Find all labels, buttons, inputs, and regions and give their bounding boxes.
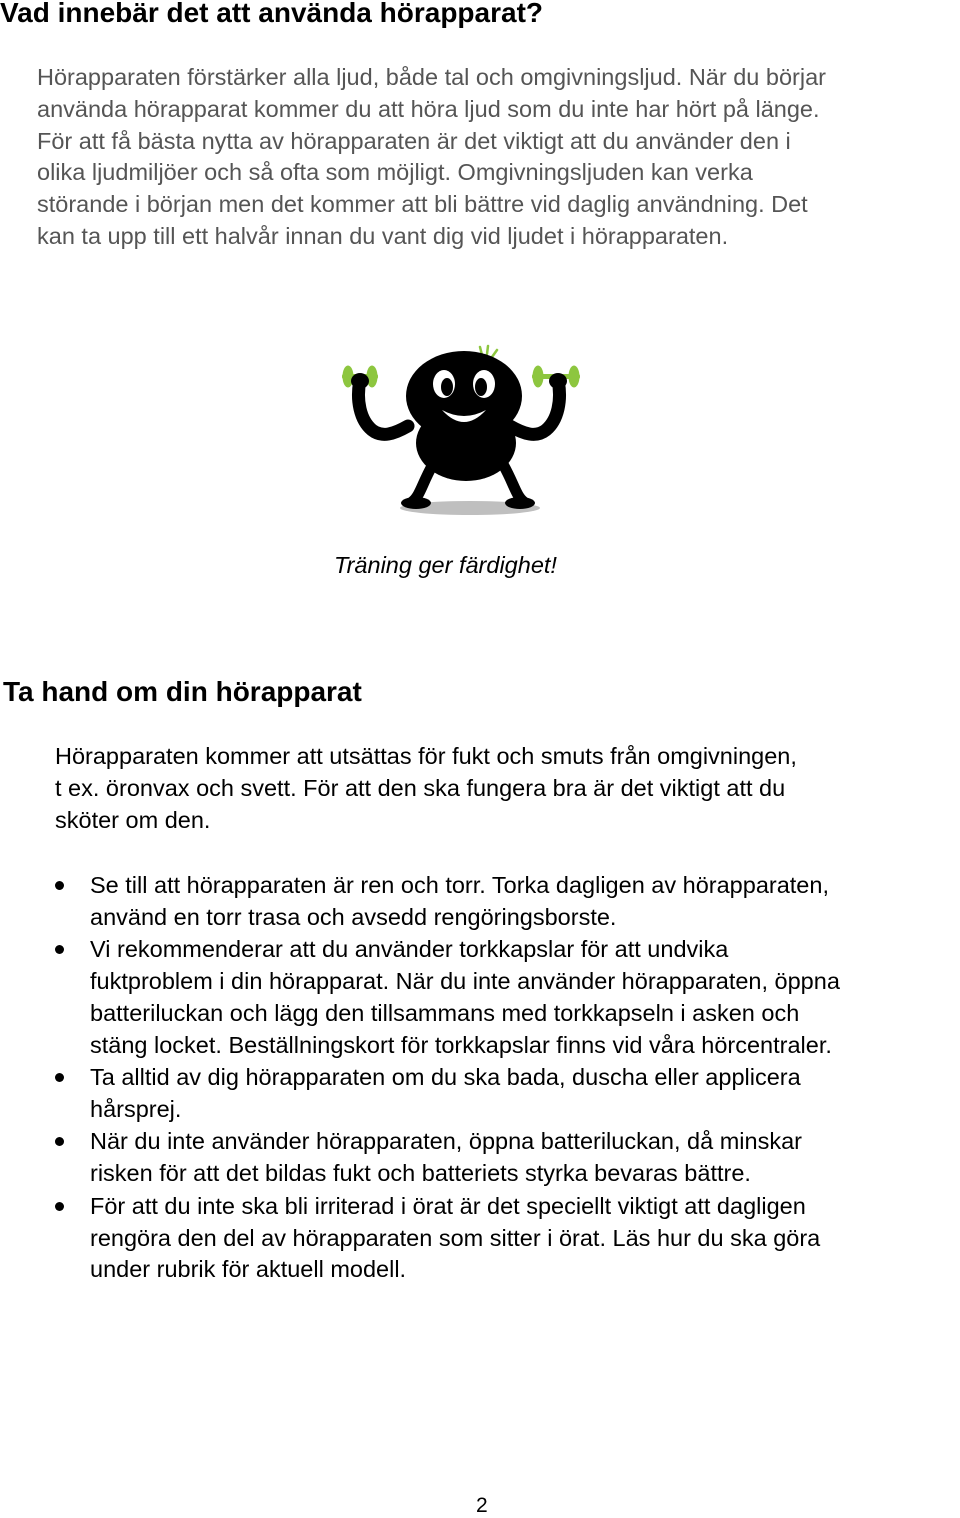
- list-item: [0, 870, 960, 934]
- page-number: 2: [476, 1494, 488, 1517]
- care-paragraph: [55, 741, 797, 836]
- bullet-icon: [55, 1073, 64, 1082]
- intro-line: använda hörapparat kommer du att höra ljud som du inte har hört på länge.: [37, 95, 820, 122]
- intro-line: Hörapparaten förstärker alla ljud, både tal och omgivningsljud. När du börjar: [37, 64, 826, 90]
- tip-line: hårsprej.: [90, 1095, 182, 1122]
- tip-line: batteriluckan och lägg den tillsammans med torkkapseln i asken och: [90, 999, 800, 1026]
- bullet-icon: [55, 881, 64, 890]
- care-paragraph-line: t ex. öronvax och svett. För att den ska fungera bra är det viktigt att du: [55, 774, 786, 801]
- care-paragraph-line: Hörapparaten kommer att utsättas för fukt och smuts från omgivningen,: [55, 743, 797, 769]
- section-heading: Ta hand om din hörapparat: [3, 676, 362, 707]
- bullet-icon: [55, 1202, 64, 1211]
- mascot-head: [406, 351, 522, 441]
- tip-line: under rubrik för aktuell modell.: [90, 1256, 407, 1283]
- illustration-caption: Träning ger färdighet!: [334, 552, 557, 578]
- care-tips-list: [0, 870, 960, 1287]
- list-item: [0, 934, 960, 1061]
- bullet-icon: [55, 1137, 64, 1146]
- list-item: [0, 1062, 960, 1126]
- tip-line: Ta alltid av dig hörapparaten om du ska bada, duscha eller applicera: [90, 1064, 801, 1091]
- weightlifting-mascot-illustration: [336, 338, 592, 524]
- tip-line: stäng locket. Beställningskort för torkkapslar finns vid våra hörcentraler.: [90, 1031, 832, 1058]
- page-title: Vad innebär det att använda hörapparat?: [0, 0, 544, 28]
- tip-line: använd en torr trasa och avsedd rengöringsborste.: [90, 903, 617, 930]
- bullet-icon: [55, 945, 64, 954]
- tip-line: För att du inte ska bli irriterad i örat är det speciellt viktigt att dagligen: [90, 1192, 806, 1219]
- intro-line: För att få bästa nytta av hörapparaten är det viktigt att du använder den i: [37, 127, 791, 154]
- tip-line: fuktproblem i din hörapparat. När du inte använder hörapparaten, öppna: [90, 968, 840, 995]
- care-paragraph-line: sköter om den.: [55, 806, 211, 833]
- tip-line: risken för att det bildas fukt och batteriets styrka bevaras bättre.: [90, 1160, 751, 1187]
- list-item: [0, 1191, 960, 1286]
- intro-line: olika ljudmiljöer och så ofta som möjligt. Omgivningsljuden kan verka: [37, 159, 753, 186]
- tip-line: Vi rekommenderar att du använder torkkapslar för att undvika: [90, 936, 729, 963]
- tip-line: rengöra den del av hörapparaten som sitter i örat. Läs hur du ska göra: [90, 1224, 821, 1251]
- tip-line: Se till att hörapparaten är ren och torr. Torka dagligen av hörapparaten,: [90, 872, 829, 898]
- intro-line: kan ta upp till ett halvår innan du vant dig vid ljudet i hörapparaten.: [37, 222, 729, 249]
- list-item: [0, 1126, 960, 1190]
- intro-paragraph: [37, 62, 942, 253]
- intro-line: störande i början men det kommer att bli bättre vid daglig användning. Det: [37, 191, 808, 218]
- tip-line: När du inte använder hörapparaten, öppna batteriluckan, då minskar: [90, 1128, 802, 1155]
